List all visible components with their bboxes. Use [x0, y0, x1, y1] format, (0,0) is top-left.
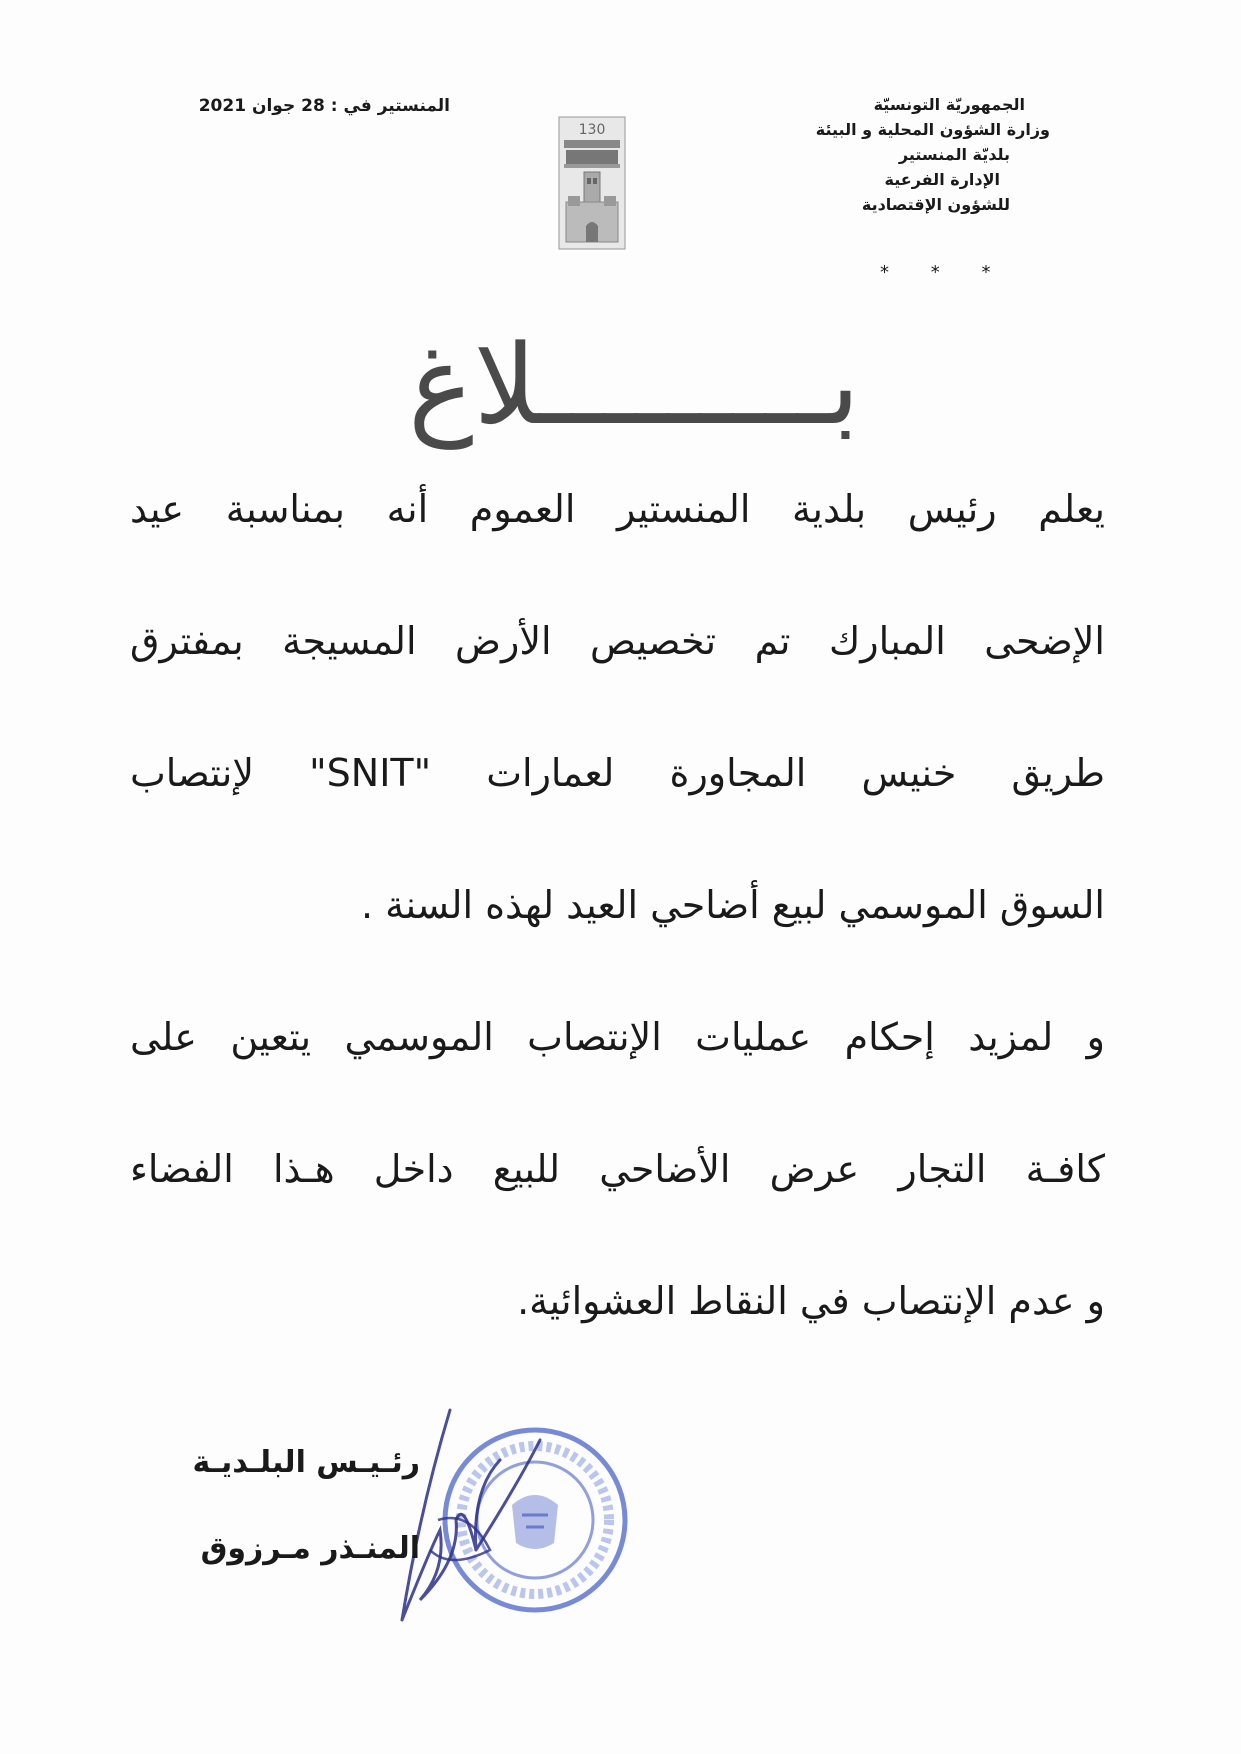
issuing-authority-header [740, 92, 1050, 217]
signature-block [150, 1420, 420, 1592]
emblem-label: 130 [578, 122, 606, 138]
signatory-role: رئـيـس البلـديـة [192, 1445, 420, 1480]
body-line: يعلم رئيس بلدية المنستير العموم أنه بمناسبة عيد [130, 487, 1105, 531]
header-line-economic-affairs: للشؤون الإقتصادية [861, 195, 1010, 214]
signatory-name: المنـذر مـرزوق [200, 1531, 420, 1566]
body-line: طريق خنيس المجاورة لعمارات "SNIT" لإنتصاب [130, 751, 1106, 795]
header-line-ministry: وزارة الشؤون المحلية و البيئة [815, 120, 1050, 139]
header-line-municipality: بلديّة المنستير [898, 145, 1010, 164]
header-line-republic: الجمهوريّة التونسيّة [873, 95, 1025, 114]
body-line: كافـة التجار عرض الأضاحي للبيع داخل هـذا الفضاء [130, 1147, 1105, 1191]
body-line: و عدم الإنتصاب في النقاط العشوائية. [517, 1279, 1105, 1323]
body-line: الإضحى المبارك تم تخصيص الأرض المسيجة بمفترق [130, 619, 1105, 663]
body-line: و لمزيد إحكام عمليات الإنتصاب الموسمي يتعين على [130, 1015, 1105, 1059]
header-line-subdirectorate: الإدارة الفرعية [884, 170, 1000, 189]
header-stars: * * * [880, 262, 1009, 283]
document-date: المنستير في : 28 جوان 2021 [198, 96, 450, 116]
monastir-municipality-emblem-icon [558, 116, 626, 250]
document-title: بـــــــــلاغ [408, 321, 860, 449]
body-line: السوق الموسمي لبيع أضاحي العيد لهذه السنة . [360, 883, 1105, 927]
announcement-body [130, 470, 1105, 1394]
